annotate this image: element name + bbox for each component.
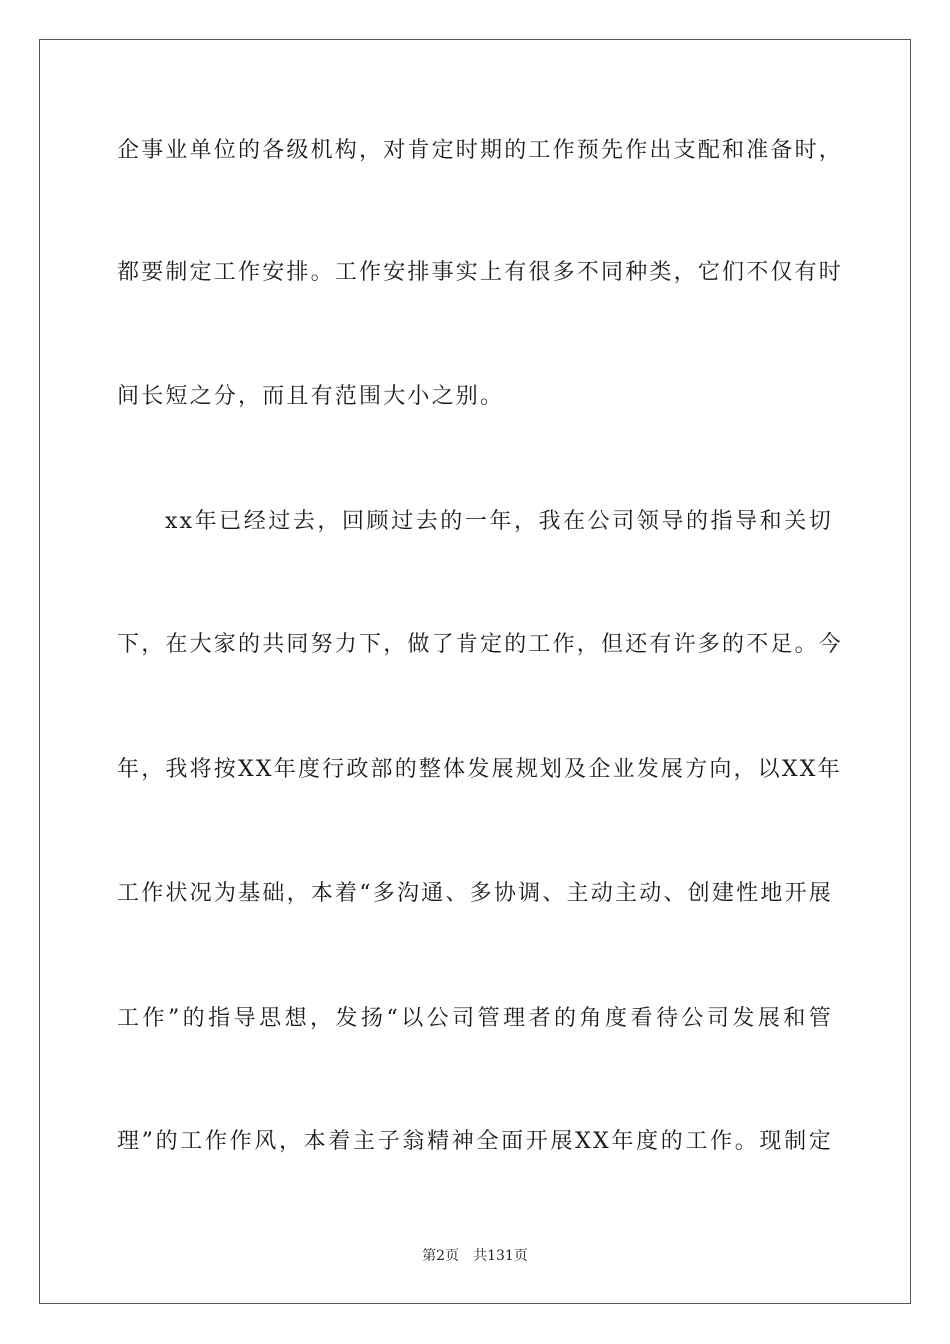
page-total: 共131页 <box>473 1248 528 1264</box>
page-number: 第2页 <box>422 1248 460 1264</box>
paragraph-line-7: 工作状况为基础，本着“多沟通、多协调、主动主动、创建性地开展 <box>117 881 833 906</box>
paragraph-line-9: 理”的工作作风，本着主子翁精神全面开展XX年度的工作。现制定 <box>117 1129 833 1154</box>
paragraph-line-5: 下，在大家的共同努力下，做了肯定的工作，但还有许多的不足。今 <box>117 632 844 657</box>
paragraph-line-8: 工作”的指导思想，发扬“以公司管理者的角度看待公司发展和管 <box>117 1006 833 1031</box>
paragraph-line-1: 企事业单位的各级机构，对肯定时期的工作预先作出支配和准备时， <box>117 138 844 163</box>
paragraph-line-3: 间长短之分，而且有范围大小之别。 <box>117 384 505 409</box>
page-footer <box>0 1247 950 1265</box>
paragraph-line-2: 都要制定工作安排。工作安排事实上有很多不同种类，它们不仅有时 <box>117 260 844 285</box>
paragraph-line-6: 年，我将按XX年度行政部的整体发展规划及企业发展方向，以XX年 <box>117 757 842 782</box>
page-border <box>39 39 911 1304</box>
paragraph-line-4: xx年已经过去，回顾过去的一年，我在公司领导的指导和关切 <box>165 509 833 534</box>
